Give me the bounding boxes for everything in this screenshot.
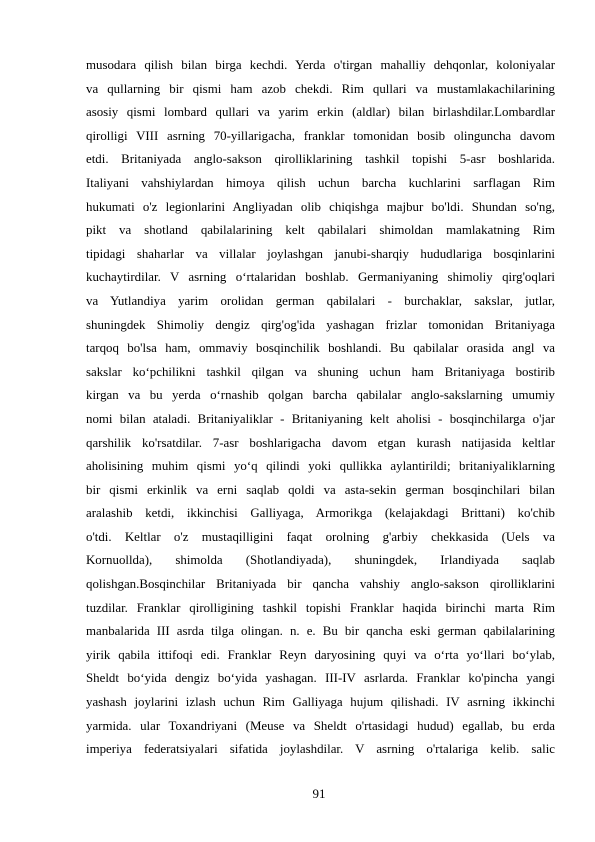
text-line: va qullarning bir qismi ham azob chekdi. Rim qullari va mustamlakachilarining bbox=[86, 81, 555, 96]
text-line: hukumati o'z legionlarini Angliyadan olib chiqishga majbur bo'ldi. Shundan so'ng, bbox=[86, 199, 555, 214]
text-line: pikt va shotland qabilalarining kelt qabilalari shimoldan mamlakatning Rim bbox=[86, 223, 555, 238]
text-line: yashash joylarini izlash uchun Rim Galliyaga hujum qilishadi. IV asrning ikkinchi bbox=[86, 695, 555, 710]
text-line: aholisining muhim qismi yo‘q qilindi yoki qullikka aylantirildi; britaniyaliklarning bbox=[86, 459, 555, 474]
text-line: sakslar ko‘pchilikni tashkil qilgan va shuning uchun ham Britaniyaga bostirib bbox=[86, 364, 555, 379]
body-text bbox=[86, 54, 555, 762]
text-line: kuchaytirdilar. V asrning o‘rtalaridan boshlab. Germaniyaning shimoliy qirg'oqlari bbox=[86, 270, 555, 285]
text-line: manbalarida III asrda tilga olingan. n. e. Bu bir qancha eski german qabilalarining bbox=[86, 624, 555, 639]
text-line: va Yutlandiya yarim orolidan german qabilalari - burchaklar, sakslar, jutlar, bbox=[86, 293, 555, 308]
text-line: yirik qabila ittifoqi edi. Franklar Reyn daryosining quyi va o‘rta yo‘llari bo‘ylab, bbox=[86, 647, 555, 662]
text-line: Kornuollda), shimolda (Shotlandiyada), shuningdek, Irlandiyada saqlab bbox=[86, 553, 555, 568]
text-line: o'tdi. Keltlar o'z mustaqilligini faqat orolning g'arbiy chekkasida (Uels va bbox=[86, 529, 555, 544]
text-line: asosiy qismi lombard qullari va yarim erkin (aldlar) bilan birlashdilar.Lombardlar bbox=[86, 105, 555, 120]
text-line: etdi. Britaniyada anglo-sakson qirolliklarining tashkil topishi 5-asr boshlarida. bbox=[86, 152, 555, 167]
text-line: bir qismi erkinlik va erni saqlab qoldi va asta-sekin german bosqinchilari bilan bbox=[86, 482, 555, 497]
text-line: aralashib ketdi, ikkinchisi Galliyaga, Armorikga (kelajakdagi Brittani) ko'chib bbox=[86, 506, 555, 521]
text-line: Sheldt bo‘yida dengiz bo‘yida yashagan. III-IV asrlarda. Franklar ko'pincha yangi bbox=[86, 671, 555, 686]
text-line: qolishgan.Bosqinchilar Britaniyada bir qancha vahshiy anglo-sakson qirolliklarini bbox=[86, 577, 555, 592]
text-line: tipidagi shaharlar va villalar joylashgan janubi-sharqiy hududlariga bosqinlarini bbox=[86, 246, 555, 261]
text-line: qirolligi VIII asrning 70-yillarigacha, franklar tomonidan bosib olinguncha davom bbox=[86, 128, 555, 143]
text-line: nomi bilan ataladi. Britaniyaliklar - Britaniyaning kelt aholisi - bosqinchilarga o'jar bbox=[86, 411, 555, 426]
text-line: shuningdek Shimoliy dengiz qirg'og'ida yashagan frizlar tomonidan Britaniyaga bbox=[86, 317, 555, 332]
text-line: qarshilik ko'rsatdilar. 7-asr boshlarigacha davom etgan kurash natijasida keltlar bbox=[86, 435, 555, 450]
text-line: musodara qilish bilan birga kechdi. Yerda o'tirgan mahalliy dehqonlar, koloniyalar bbox=[86, 58, 555, 72]
text-line: tarqoq bo'lsa ham, ommaviy bosqinchilik boshlandi. Bu qabilalar orasida angl va bbox=[86, 341, 555, 356]
text-line: tuzdilar. Franklar qirolligining tashkil topishi Franklar haqida birinchi marta Rim bbox=[86, 600, 555, 615]
text-line: imperiya federatsiyalari sifatida joylashdilar. V asrning o'rtalariga kelib. salic bbox=[86, 742, 555, 757]
text-line: kirgan va bu yerda o‘rnashib qolgan barcha qabilalar anglo-sakslarning umumiy bbox=[86, 388, 555, 403]
page-number: 91 bbox=[312, 786, 326, 801]
text-line: yarmida. ular Toxandriyani (Meuse va Sheldt o'rtasidagi hudud) egallab, bu erda bbox=[86, 718, 555, 733]
text-line: Italiyani vahshiylardan himoya qilish uchun barcha kuchlarini sarflagan Rim bbox=[86, 175, 555, 190]
